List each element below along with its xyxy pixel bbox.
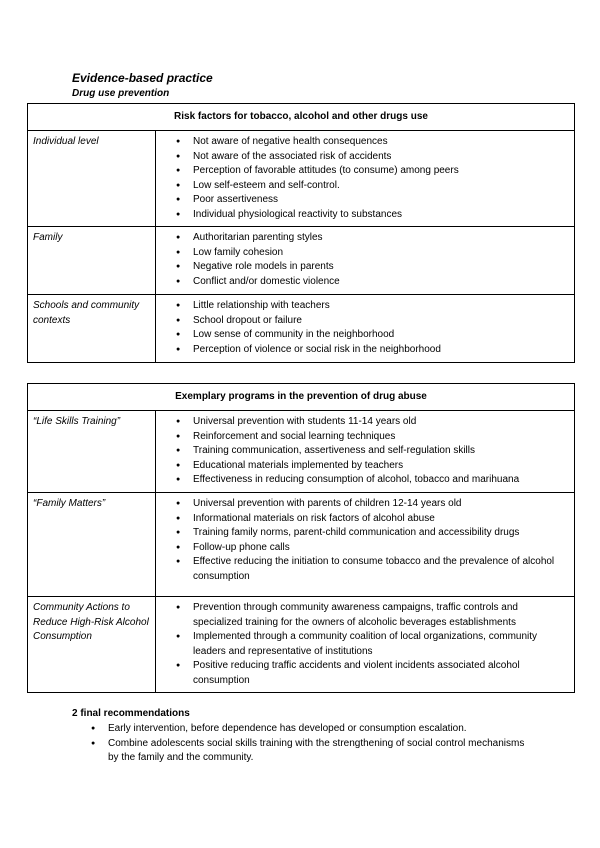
list-item: ● Individual physiological reactivity to substances (156, 208, 568, 223)
list-item: ● Prevention through community awareness campaigns, traffic controls and specialized training for the owners of alcoholic beverages establishments (156, 601, 568, 630)
list-item: ● Effectiveness in reducing consumption of alcohol, tobacco and marihuana (156, 473, 568, 488)
risk-factors-table (27, 103, 575, 363)
row-label: Community Actions to Reduce High-Risk Alcohol Consumption (28, 597, 156, 693)
list-item: ● Little relationship with teachers (156, 299, 568, 314)
row-items (156, 295, 575, 363)
row-items (156, 131, 575, 227)
row-label: Individual level (28, 131, 156, 227)
row-label: “Life Skills Training” (28, 411, 156, 493)
list-item: ● Perception of favorable attitudes (to consume) among peers (156, 164, 568, 179)
list-item: ● Follow-up phone calls (156, 541, 568, 556)
list-item: ● Combine adolescents social skills training with the strengthening of social control mechanisms by the family and the community. (88, 737, 528, 766)
row-items (156, 411, 575, 493)
list-item: ● Low self-esteem and self-control. (156, 179, 568, 194)
table-row (28, 227, 575, 295)
row-items (156, 597, 575, 693)
row-label: “Family Matters” (28, 493, 156, 597)
list-item: ● Poor assertiveness (156, 193, 568, 208)
recommendations-title: 2 final recommendations (72, 708, 190, 719)
list-item: ● Negative role models in parents (156, 260, 568, 275)
recommendations-list (88, 722, 528, 766)
list-item: ● Informational materials on risk factors of alcohol abuse (156, 512, 568, 527)
risk-factors-heading: Risk factors for tobacco, alcohol and other drugs use (28, 104, 575, 131)
list-item: ● Reinforcement and social learning techniques (156, 430, 568, 445)
list-item: ● Conflict and/or domestic violence (156, 275, 568, 290)
exemplary-programs-heading: Exemplary programs in the prevention of drug abuse (28, 384, 575, 411)
list-item: ● Training communication, assertiveness and self-regulation skills (156, 444, 568, 459)
list-item: ● Educational materials implemented by teachers (156, 459, 568, 474)
table-row (28, 131, 575, 227)
row-label: Schools and community contexts (28, 295, 156, 363)
list-item: ● Low family cohesion (156, 246, 568, 261)
page-subtitle: Drug use prevention (72, 88, 170, 99)
list-item: ● School dropout or failure (156, 314, 568, 329)
list-item: ● Not aware of negative health consequences (156, 135, 568, 150)
table-row (28, 597, 575, 693)
list-item: ● Perception of violence or social risk in the neighborhood (156, 343, 568, 358)
row-items (156, 493, 575, 597)
page-title: Evidence-based practice (72, 71, 213, 85)
list-item: ● Low sense of community in the neighborhood (156, 328, 568, 343)
list-item: ● Training family norms, parent-child communication and accessibility drugs (156, 526, 568, 541)
list-item: ● Authoritarian parenting styles (156, 231, 568, 246)
table-row (28, 493, 575, 597)
list-item: ● Universal prevention with students 11-14 years old (156, 415, 568, 430)
row-label: Family (28, 227, 156, 295)
table-row (28, 411, 575, 493)
list-item: ● Universal prevention with parents of children 12-14 years old (156, 497, 568, 512)
list-item: ● Early intervention, before dependence has developed or consumption escalation. (88, 722, 528, 737)
table-row (28, 295, 575, 363)
list-item: ● Implemented through a community coalition of local organizations, community leaders and representative of institutions (156, 630, 568, 659)
list-item: ● Positive reducing traffic accidents and violent incidents associated alcohol consumption (156, 659, 568, 688)
exemplary-programs-table (27, 383, 575, 693)
list-item: ● Effective reducing the initiation to consume tobacco and the prevalence of alcohol consumption (156, 555, 568, 584)
list-item: ● Not aware of the associated risk of accidents (156, 150, 568, 165)
row-items (156, 227, 575, 295)
